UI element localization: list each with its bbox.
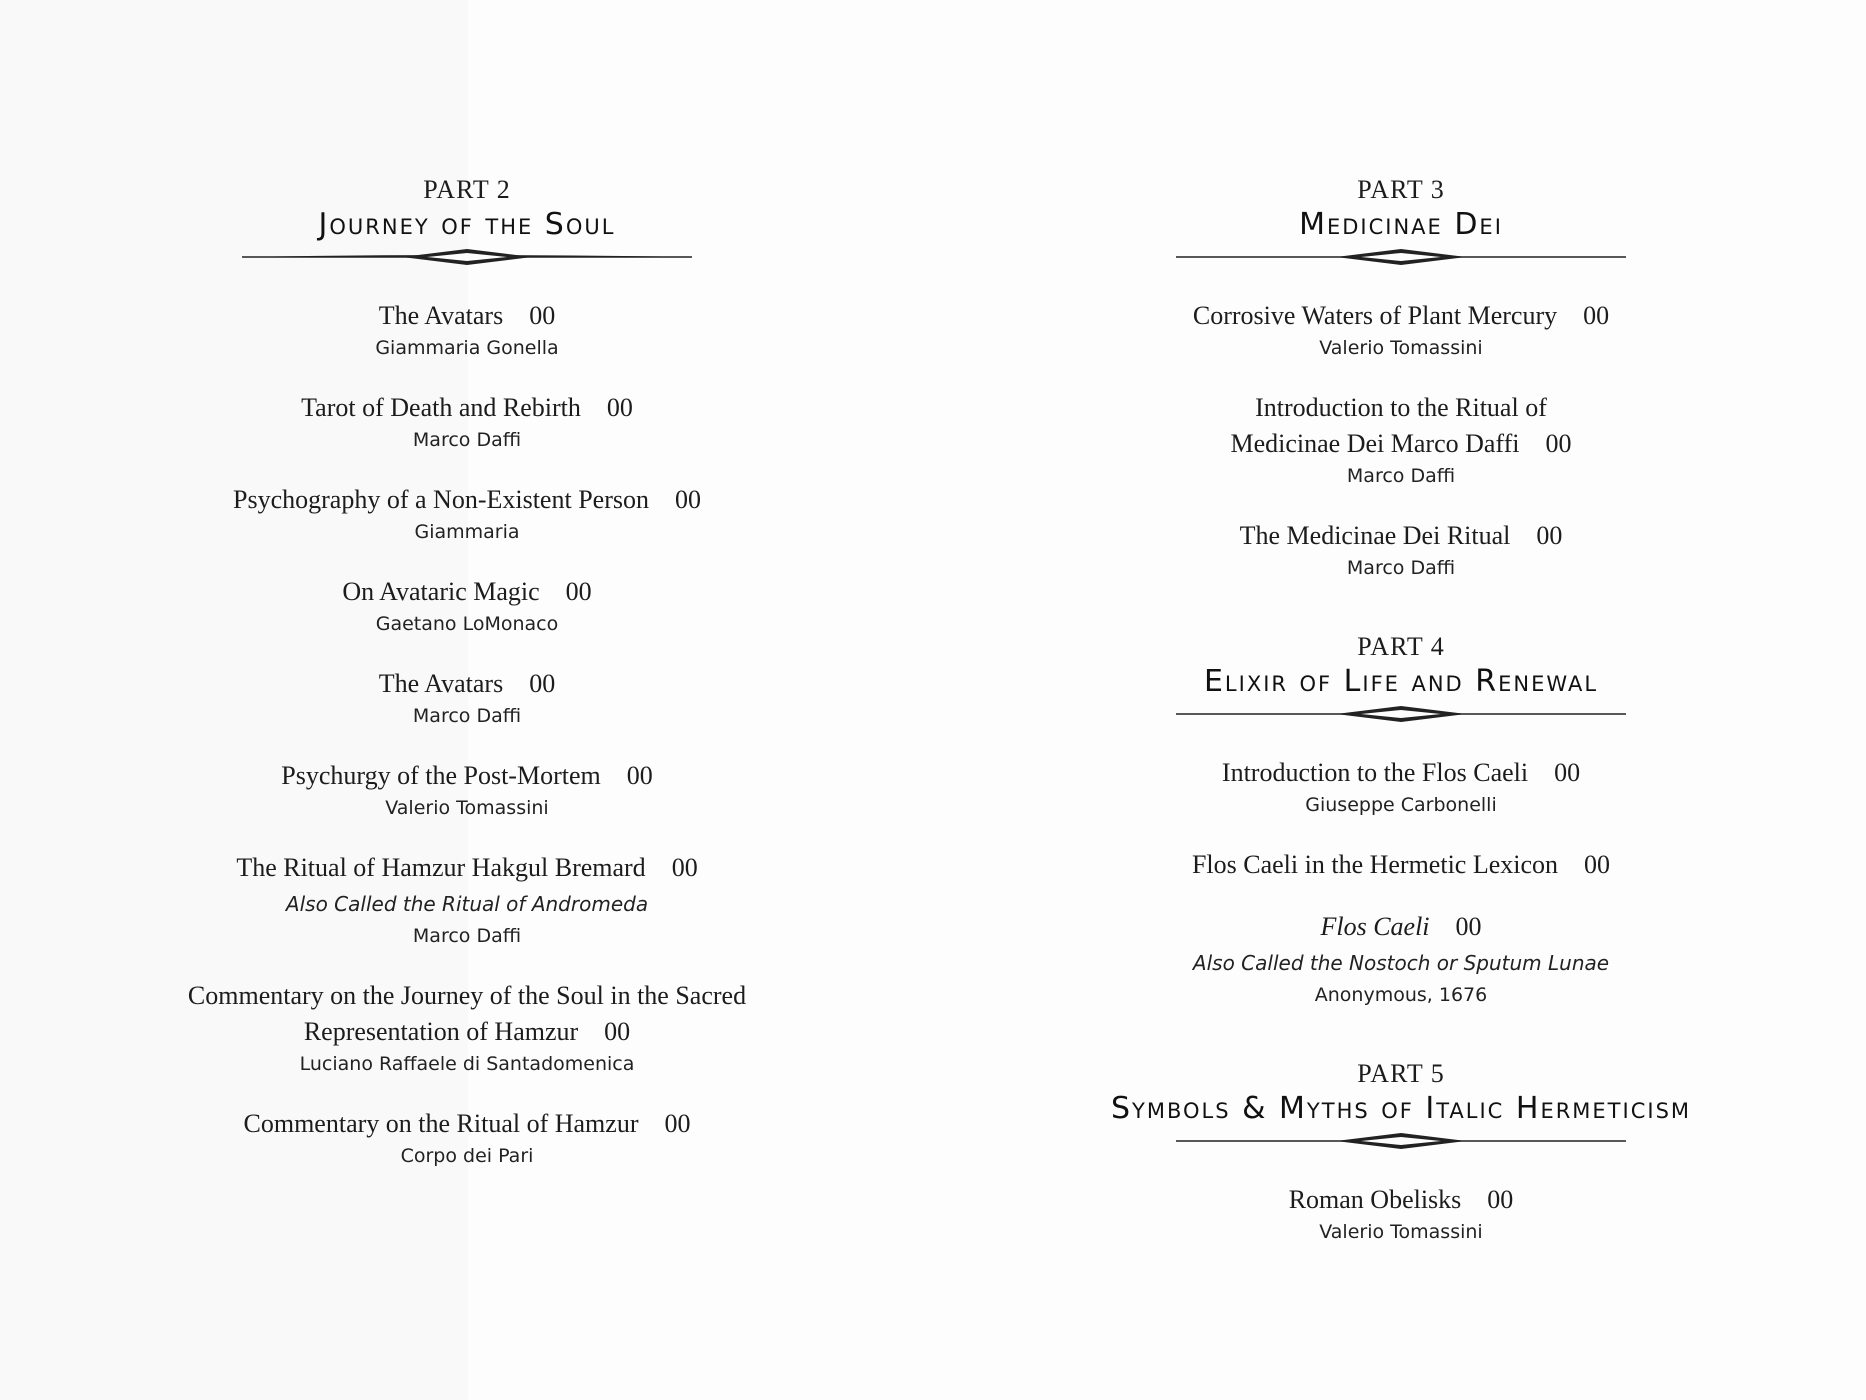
page-number: 00 [1584, 850, 1611, 879]
divider-ornament-icon [1176, 704, 1626, 724]
toc-entry[interactable] [1011, 1182, 1791, 1246]
entry-title: Medicinae Dei Marco Daffi [1230, 429, 1520, 458]
page-number: 00 [1583, 301, 1610, 330]
entry-title: Corrosive Waters of Plant Mercury [1192, 301, 1558, 330]
toc-entry[interactable] [77, 850, 857, 950]
entry-title: The Avatars [378, 301, 504, 330]
page-number: 00 [1536, 521, 1563, 550]
entry-author: Luciano Raffaele di Santadomenica [299, 1053, 635, 1075]
divider-ornament-icon [1176, 1131, 1626, 1151]
entry-author: Valerio Tomassini [1319, 1221, 1483, 1243]
part-4-heading [1011, 632, 1791, 724]
entry-title: Psychography of a Non-Existent Person [233, 485, 649, 514]
entry-title: Tarot of Death and Rebirth [301, 393, 581, 422]
toc-entry[interactable] [1011, 847, 1791, 883]
entry-title: Flos Caeli in the Hermetic Lexicon [1191, 850, 1559, 879]
page-number: 00 [529, 301, 556, 330]
entry-title: Commentary on the Journey of the Soul in the Sacred [187, 981, 747, 1010]
entry-author: Marco Daffi [412, 705, 522, 727]
right-page [1011, 0, 1791, 1246]
entry-title: On Avataric Magic [342, 577, 540, 606]
part-title: Medicinae Dei [1299, 207, 1503, 242]
page-number: 00 [1455, 912, 1482, 941]
part-title: Journey of the Soul [318, 207, 616, 242]
entry-author: Marco Daffi [412, 925, 522, 947]
divider-ornament-icon [242, 247, 692, 267]
toc-entry[interactable] [77, 482, 857, 546]
divider-ornament-icon [1176, 247, 1626, 267]
entry-title: Representation of Hamzur [303, 1017, 579, 1046]
entry-author: Valerio Tomassini [385, 797, 549, 819]
part-label: PART 2 [423, 175, 511, 204]
part-label: PART 5 [1357, 1059, 1445, 1088]
entry-author: Marco Daffi [1346, 465, 1456, 487]
toc-entry[interactable] [1011, 390, 1791, 490]
entry-title: The Ritual of Hamzur Hakgul Bremard [236, 853, 646, 882]
entry-author: Giammaria [414, 521, 520, 543]
toc-entry[interactable] [77, 666, 857, 730]
entry-author: Marco Daffi [412, 429, 522, 451]
part-title: Symbols & Myths of Italic Hermeticism [1110, 1091, 1692, 1126]
page-number: 00 [664, 1109, 691, 1138]
entry-subtitle: Also Called the Ritual of Andromeda [285, 892, 649, 916]
page-number: 00 [1554, 758, 1581, 787]
part-3-heading [1011, 175, 1791, 267]
page-number: 00 [565, 577, 592, 606]
entry-title: Commentary on the Ritual of Hamzur [243, 1109, 639, 1138]
entry-title: Introduction to the Flos Caeli [1221, 758, 1529, 787]
page-number: 00 [674, 485, 701, 514]
page-number: 00 [671, 853, 698, 882]
toc-entry[interactable] [77, 574, 857, 638]
part-title: Elixir of Life and Renewal [1203, 664, 1599, 699]
page-number: 00 [529, 669, 556, 698]
entry-author: Valerio Tomassini [1319, 337, 1483, 359]
page-number: 00 [626, 761, 653, 790]
page-number: 00 [604, 1017, 631, 1046]
entry-title: Roman Obelisks [1288, 1185, 1462, 1214]
toc-entry[interactable] [1011, 298, 1791, 362]
part-label: PART 3 [1357, 175, 1445, 204]
entry-subtitle: Also Called the Nostoch or Sputum Lunae [1192, 951, 1610, 975]
entry-author: Anonymous, 1676 [1314, 984, 1488, 1006]
entry-author: Marco Daffi [1346, 557, 1456, 579]
left-page [77, 0, 857, 1170]
entry-author: Giammaria Gonella [375, 337, 559, 359]
part-5-heading [1011, 1059, 1791, 1151]
entry-title: Psychurgy of the Post-Mortem [281, 761, 601, 790]
entry-title: The Avatars [378, 669, 504, 698]
entry-title: The Medicinae Dei Ritual [1239, 521, 1511, 550]
page-number: 00 [1545, 429, 1572, 458]
toc-entry[interactable] [1011, 755, 1791, 819]
toc-entry[interactable] [77, 758, 857, 822]
entry-author: Corpo dei Pari [400, 1145, 534, 1167]
toc-entry[interactable] [77, 1106, 857, 1170]
page-number: 00 [1487, 1185, 1514, 1214]
toc-entry[interactable] [77, 390, 857, 454]
toc-entry[interactable] [77, 298, 857, 362]
entry-title: Introduction to the Ritual of [1255, 393, 1547, 422]
toc-entry[interactable] [1011, 909, 1791, 1009]
entry-title: Flos Caeli [1320, 912, 1430, 941]
toc-entry[interactable] [77, 978, 857, 1078]
entry-author: Gaetano LoMonaco [375, 613, 559, 635]
part-2-heading [77, 175, 857, 267]
page-number: 00 [606, 393, 633, 422]
entry-author: Giuseppe Carbonelli [1305, 794, 1497, 816]
toc-entry[interactable] [1011, 518, 1791, 582]
part-label: PART 4 [1357, 632, 1445, 661]
